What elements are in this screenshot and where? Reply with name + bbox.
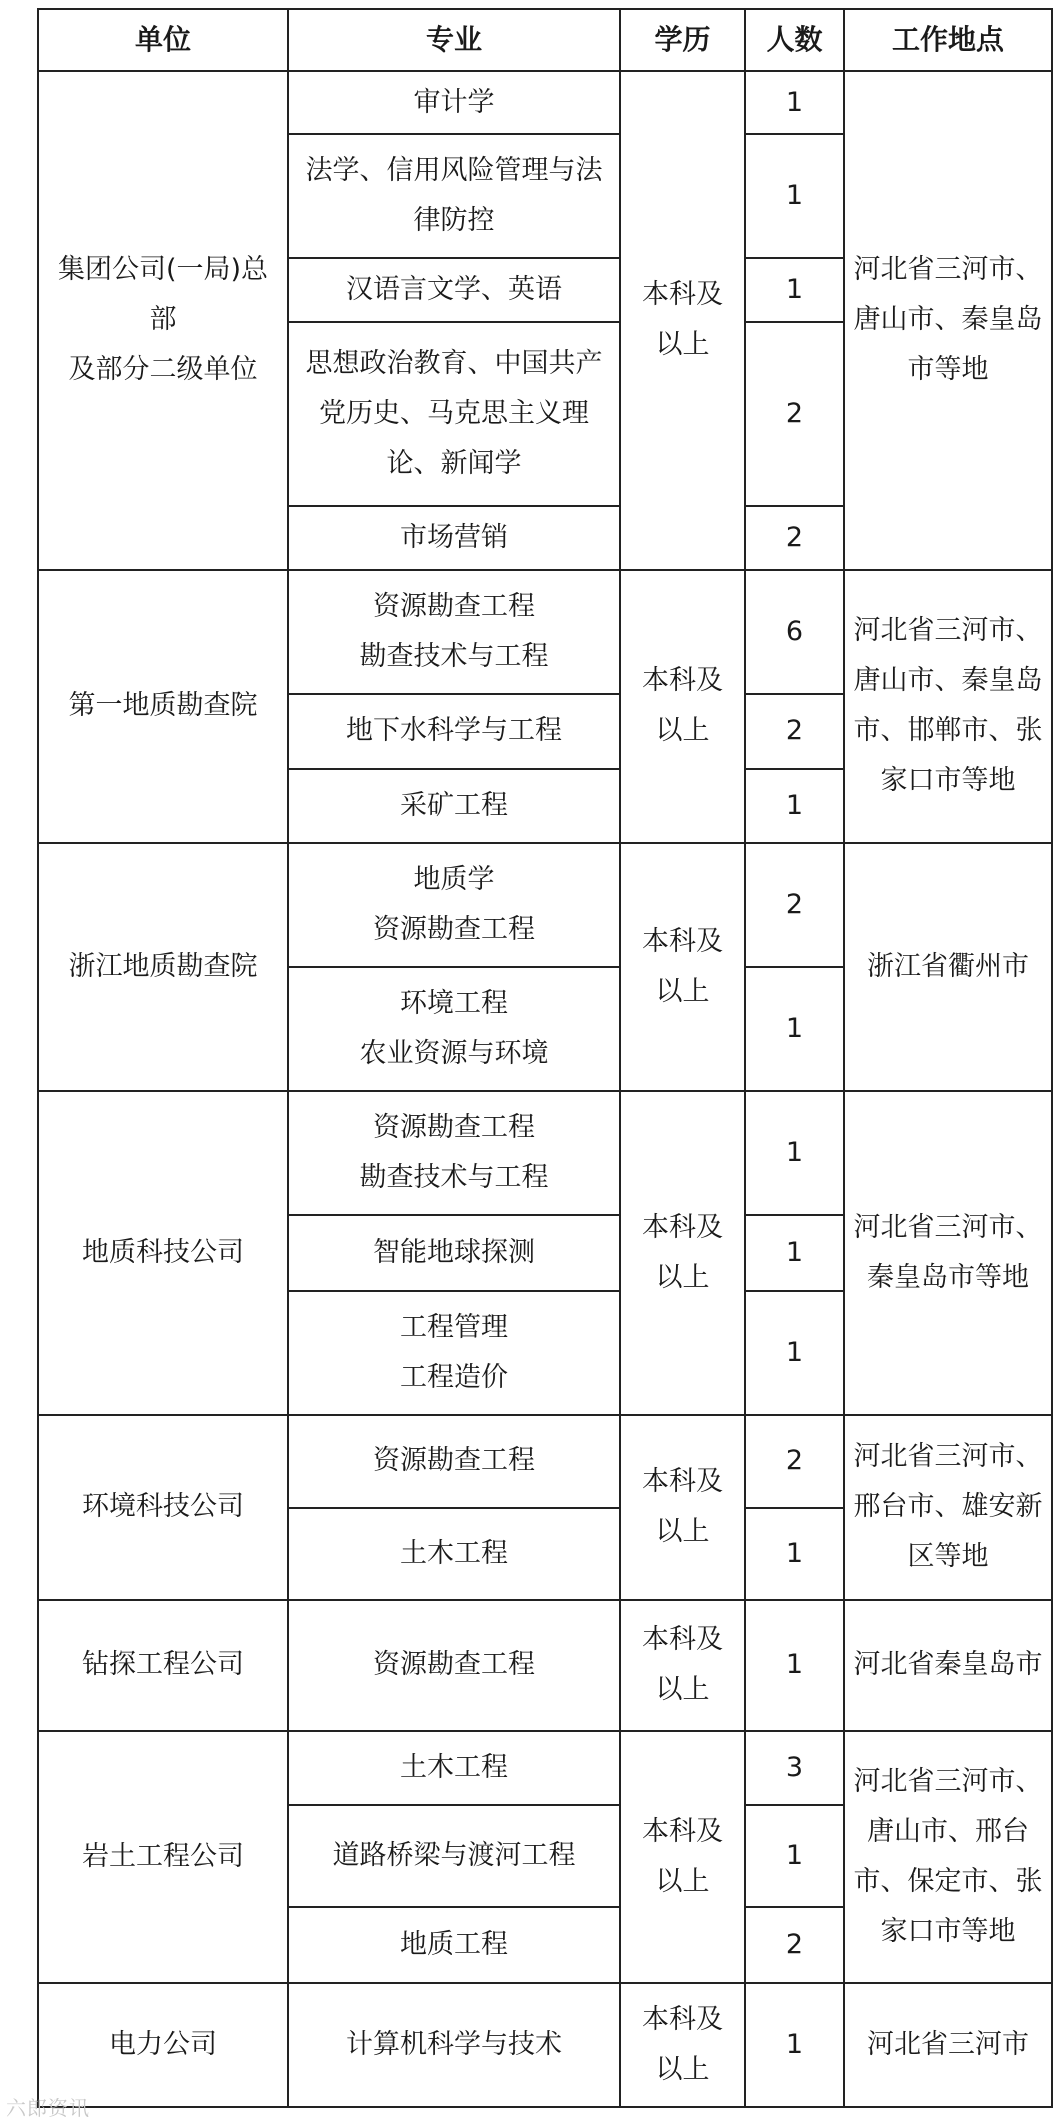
education-cell: 本科及 以上 (620, 1415, 745, 1600)
table-row (38, 1091, 1052, 1215)
major-cell: 地质学 资源勘查工程 (288, 843, 620, 967)
major-cell: 地质工程 (288, 1907, 620, 1982)
count-cell: 1 (745, 1600, 844, 1731)
count-cell: 1 (745, 1091, 844, 1215)
education-cell: 本科及 以上 (620, 1091, 745, 1415)
count-cell: 1 (745, 1508, 844, 1600)
major-cell: 土木工程 (288, 1508, 620, 1600)
unit-cell: 第一地质勘查院 (38, 570, 288, 844)
major-cell: 采矿工程 (288, 769, 620, 843)
count-cell: 1 (745, 134, 844, 258)
count-cell: 1 (745, 1215, 844, 1290)
table-body (38, 71, 1052, 2107)
location-cell: 河北省三河市 (844, 1983, 1052, 2107)
table-row (38, 1600, 1052, 1731)
recruitment-table (37, 8, 1053, 2108)
count-cell: 1 (745, 258, 844, 321)
major-cell: 资源勘查工程 (288, 1600, 620, 1731)
major-cell: 环境工程 农业资源与环境 (288, 967, 620, 1091)
count-cell: 2 (745, 1907, 844, 1982)
location-cell: 河北省三河市、 唐山市、邢台 市、保定市、张 家口市等地 (844, 1731, 1052, 1983)
major-cell: 市场营销 (288, 506, 620, 569)
unit-cell: 集团公司(一局)总 部 及部分二级单位 (38, 71, 288, 570)
education-cell: 本科及 以上 (620, 71, 745, 570)
major-cell: 资源勘查工程 勘查技术与工程 (288, 1091, 620, 1215)
count-cell: 2 (745, 1415, 844, 1508)
table-row (38, 1415, 1052, 1508)
header-count: 人数 (745, 9, 844, 71)
unit-cell: 岩土工程公司 (38, 1731, 288, 1983)
count-cell: 2 (745, 506, 844, 569)
major-cell: 法学、信用风险管理与法 律防控 (288, 134, 620, 258)
location-cell: 河北省三河市、 唐山市、秦皇岛 市等地 (844, 71, 1052, 570)
count-cell: 3 (745, 1731, 844, 1805)
unit-cell: 环境科技公司 (38, 1415, 288, 1600)
unit-cell: 地质科技公司 (38, 1091, 288, 1415)
count-cell: 1 (745, 967, 844, 1091)
table-row (38, 71, 1052, 134)
table-row (38, 1983, 1052, 2107)
count-cell: 1 (745, 1805, 844, 1907)
major-cell: 资源勘查工程 (288, 1415, 620, 1508)
location-cell: 浙江省衢州市 (844, 843, 1052, 1091)
header-row (38, 9, 1052, 71)
count-cell: 2 (745, 322, 844, 507)
education-cell: 本科及 以上 (620, 1600, 745, 1731)
location-cell: 河北省三河市、 唐山市、秦皇岛 市、邯郸市、张 家口市等地 (844, 570, 1052, 844)
location-cell: 河北省三河市、 邢台市、雄安新 区等地 (844, 1415, 1052, 1600)
count-cell: 2 (745, 694, 844, 769)
count-cell: 2 (745, 843, 844, 967)
count-cell: 1 (745, 1291, 844, 1415)
unit-cell: 电力公司 (38, 1983, 288, 2107)
major-cell: 土木工程 (288, 1731, 620, 1805)
major-cell: 智能地球探测 (288, 1215, 620, 1290)
header-major: 专业 (288, 9, 620, 71)
major-cell: 工程管理 工程造价 (288, 1291, 620, 1415)
watermark-logo: 六郎资讯 (6, 2096, 90, 2120)
count-cell: 1 (745, 1983, 844, 2107)
education-cell: 本科及 以上 (620, 1983, 745, 2107)
major-cell: 思想政治教育、中国共产 党历史、马克思主义理 论、新闻学 (288, 322, 620, 507)
unit-cell: 浙江地质勘查院 (38, 843, 288, 1091)
major-cell: 计算机科学与技术 (288, 1983, 620, 2107)
count-cell: 6 (745, 570, 844, 694)
education-cell: 本科及 以上 (620, 1731, 745, 1983)
table-row (38, 570, 1052, 694)
table-row (38, 843, 1052, 967)
education-cell: 本科及 以上 (620, 570, 745, 844)
header-unit: 单位 (38, 9, 288, 71)
major-cell: 审计学 (288, 71, 620, 134)
header-education: 学历 (620, 9, 745, 71)
location-cell: 河北省秦皇岛市 (844, 1600, 1052, 1731)
major-cell: 汉语言文学、英语 (288, 258, 620, 321)
education-cell: 本科及 以上 (620, 843, 745, 1091)
major-cell: 地下水科学与工程 (288, 694, 620, 769)
count-cell: 1 (745, 769, 844, 843)
major-cell: 道路桥梁与渡河工程 (288, 1805, 620, 1907)
header-location: 工作地点 (844, 9, 1052, 71)
table-row (38, 1731, 1052, 1805)
unit-cell: 钻探工程公司 (38, 1600, 288, 1731)
major-cell: 资源勘查工程 勘查技术与工程 (288, 570, 620, 694)
location-cell: 河北省三河市、 秦皇岛市等地 (844, 1091, 1052, 1415)
count-cell: 1 (745, 71, 844, 134)
